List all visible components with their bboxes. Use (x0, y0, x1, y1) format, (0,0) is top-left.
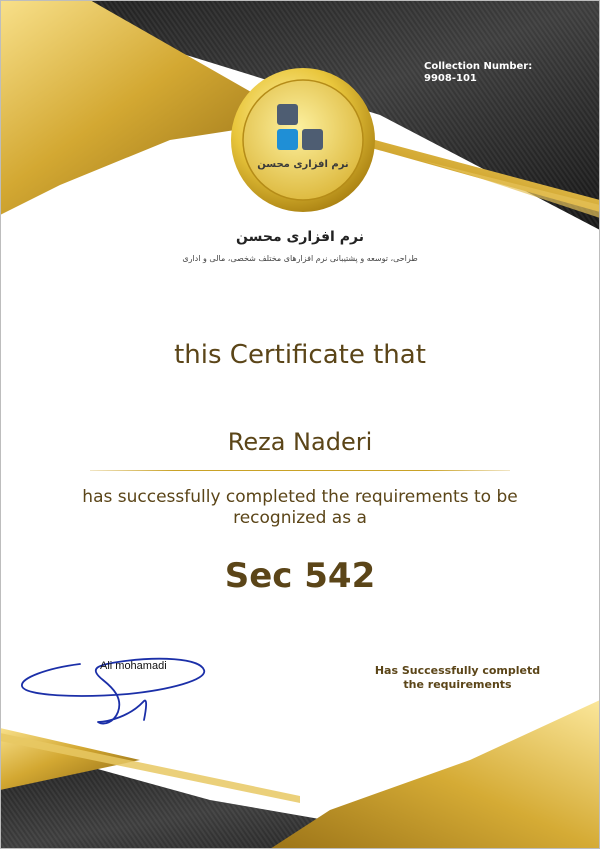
requirements-note (360, 664, 555, 692)
company-tagline: طراحی، توسعه و پشتیبانی نرم افزارهای مختلف شخصی، مالی و اداری (182, 254, 418, 263)
requirements-line-1: Has Successfully completd (374, 664, 541, 677)
collection-number (424, 61, 574, 85)
requirements-line-2: the requirements (403, 678, 512, 691)
recipient-name: Reza Naderi (227, 428, 373, 456)
course-title: Sec 542 (224, 556, 376, 596)
completion-statement (40, 487, 560, 529)
certificate-heading: this Certificate that (174, 340, 426, 370)
collection-value: 9908-101 (424, 73, 477, 84)
company-name: نرم افزاری محسن (236, 229, 364, 245)
statement-line-2: recognized as a (233, 508, 367, 528)
name-underline (90, 470, 510, 471)
company-seal (229, 66, 377, 214)
seal-logo-text: نرم افزاری محسن (257, 159, 349, 170)
signatory-name: Ali mohamadi (100, 660, 167, 672)
collection-label: Collection Number: (424, 61, 533, 72)
statement-line-1: has successfully completed the requirements to be (82, 487, 518, 507)
